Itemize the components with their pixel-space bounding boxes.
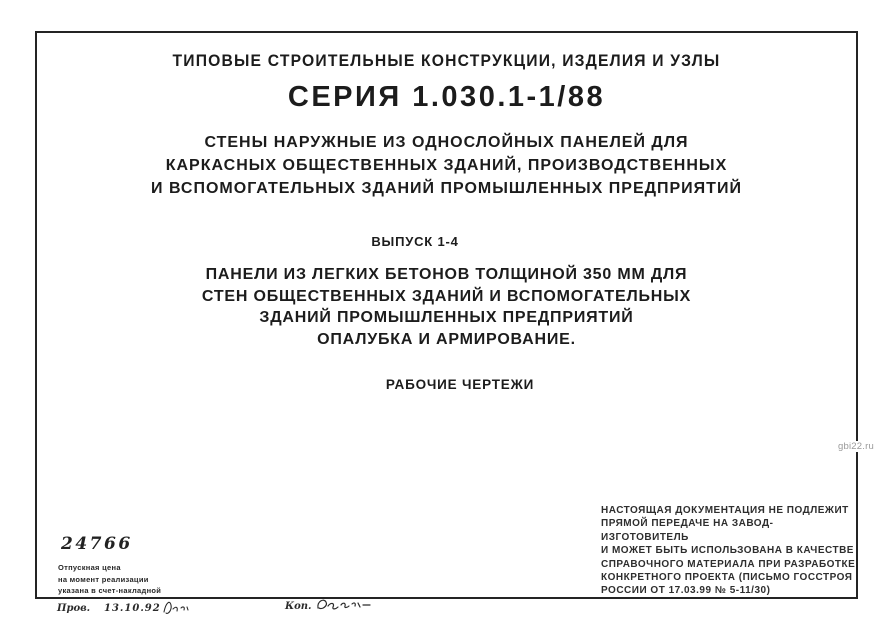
volume-title-line: СТЕН ОБЩЕСТВЕННЫХ ЗДАНИЙ И ВСПОМОГАТЕЛЬНЫХ [201, 287, 692, 305]
price-note [58, 562, 161, 597]
copy-signature-scribble [315, 596, 375, 621]
volume-title-line: ЗДАНИЙ ПРОМЫШЛЕННЫХ ПРЕДПРИЯТИЙ [259, 309, 634, 326]
subject-line: КАРКАСНЫХ ОБЩЕСТВЕННЫХ ЗДАНИЙ, ПРОИЗВОДСТВЕННЫХ [165, 157, 728, 174]
price-note-line: Отпускная цена [58, 563, 121, 572]
site-watermark: gbi22.ru [838, 441, 874, 452]
volume-title [35, 264, 858, 350]
checked-date: 13.10.92 [104, 603, 161, 614]
copy-label: Коп. [285, 601, 312, 612]
volume-title-line: ОПАЛУБКА И АРМИРОВАНИЕ. [317, 330, 576, 348]
checked-label: Пров. [57, 603, 91, 614]
working-drawings-label: РАБОЧИЕ ЧЕРТЕЖИ [385, 377, 535, 392]
restriction-note-line: ПРЯМОЙ ПЕРЕДАЧЕ НА ЗАВОД-ИЗГОТОВИТЕЛЬ [601, 518, 774, 543]
restriction-note-line: РОССИИ ОТ 17.03.99 № 5-11/30) [601, 585, 771, 597]
restriction-note-line: СПРАВОЧНОГО МАТЕРИАЛА ПРИ РАЗРАБОТКЕ [601, 558, 856, 570]
restriction-note-line: И МОЖЕТ БЫТЬ ИСПОЛЬЗОВАНА В КАЧЕСТВЕ [601, 545, 854, 557]
subject-line: И ВСПОМОГАТЕЛЬНЫХ ЗДАНИЙ ПРОМЫШЛЕННЫХ ПРЕДПРИЯТИЙ [151, 180, 742, 197]
issue-label: ВЫПУСК 1-4 [371, 234, 459, 249]
volume-title-line: ПАНЕЛИ ИЗ ЛЕГКИХ БЕТОНОВ ТОЛЩИНОЙ 350 ММ ДЛЯ [205, 266, 688, 283]
checker-signature-scribble [160, 598, 194, 623]
restriction-note [601, 504, 857, 598]
subject-title [35, 131, 858, 200]
series-title: СЕРИЯ 1.030.1-1/88 [287, 81, 606, 113]
document-header: ТИПОВЫЕ СТРОИТЕЛЬНЫЕ КОНСТРУКЦИИ, ИЗДЕЛИЯ И УЗЛЫ [172, 52, 721, 71]
restriction-note-line: НАСТОЯЩАЯ ДОКУМЕНТАЦИЯ НЕ ПОДЛЕЖИТ [601, 505, 849, 516]
inventory-number: 24766 [61, 534, 133, 554]
price-note-line: указана в счет-накладной [58, 586, 162, 595]
price-note-line: на момент реализации [58, 574, 149, 584]
subject-line: СТЕНЫ НАРУЖНЫЕ ИЗ ОДНОСЛОЙНЫХ ПАНЕЛЕЙ ДЛЯ [204, 134, 689, 151]
restriction-note-line: КОНКРЕТНОГО ПРОЕКТА (ПИСЬМО ГОССТРОЯ [601, 572, 853, 584]
